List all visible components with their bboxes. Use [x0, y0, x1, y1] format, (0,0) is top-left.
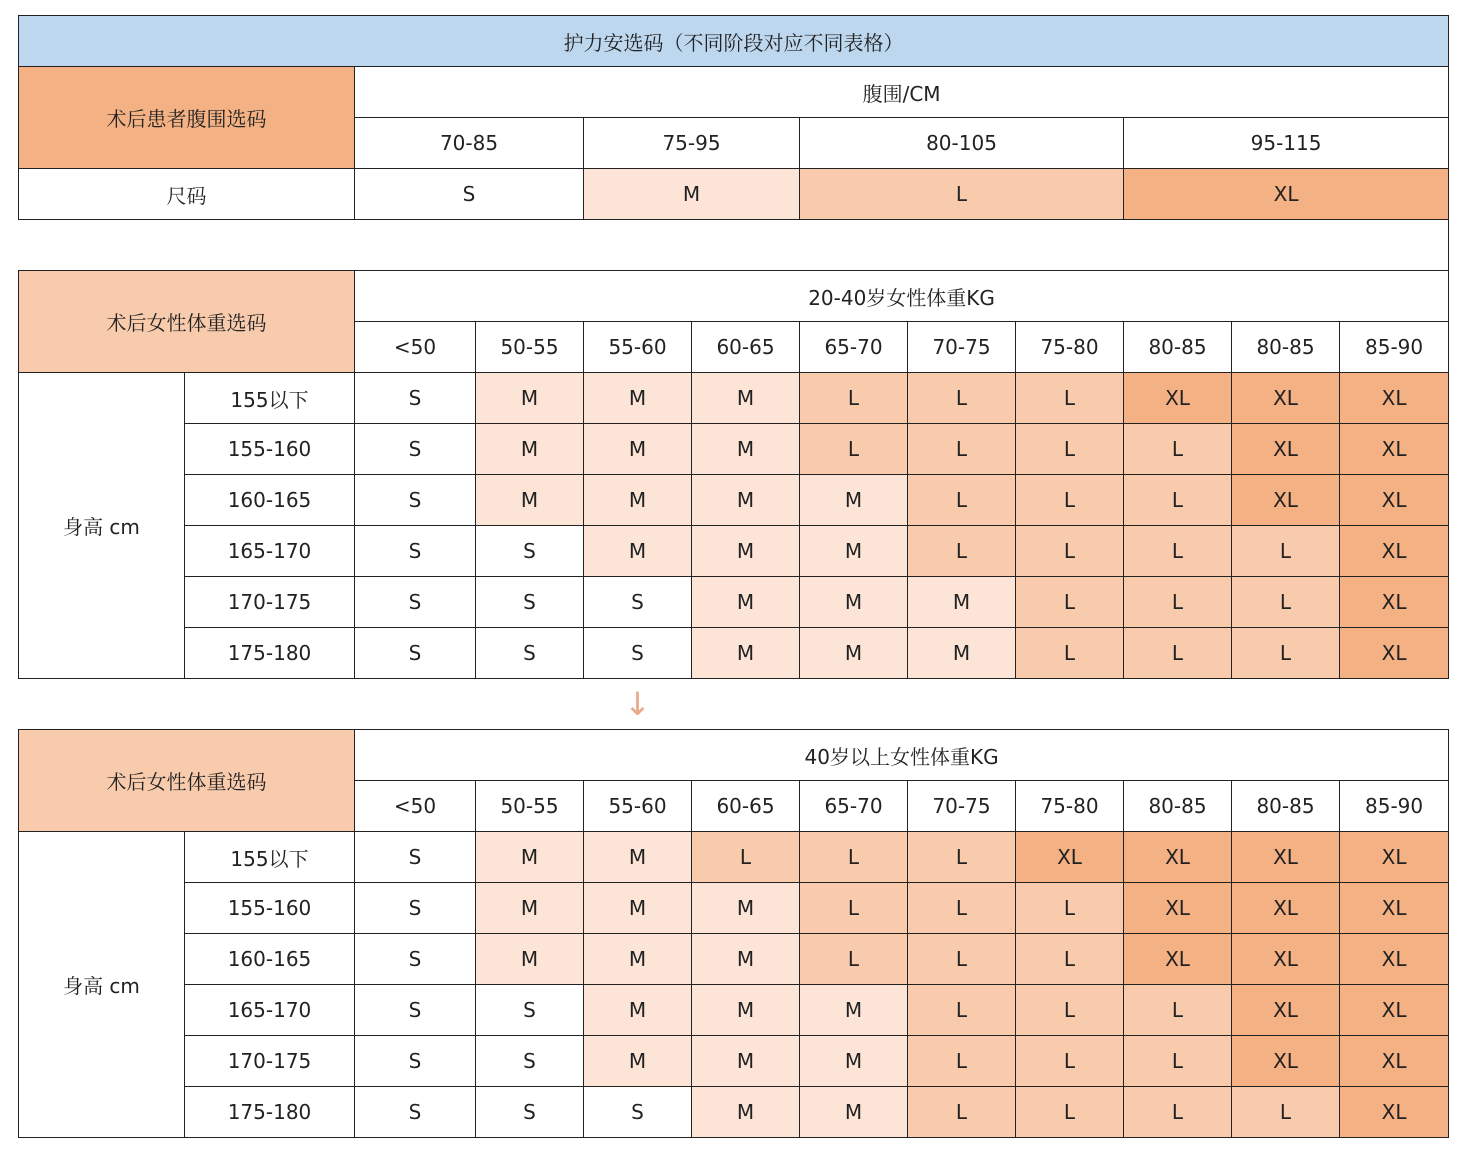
- size-cell: S: [355, 577, 476, 628]
- size-cell: M: [476, 883, 584, 934]
- weight-range: 70-75: [908, 781, 1016, 832]
- weight-section-label: 术后女性体重选码: [19, 730, 355, 832]
- size-cell: L: [1124, 1036, 1232, 1087]
- weight-header-row: [19, 271, 1449, 322]
- size-cell: XL: [1340, 577, 1449, 628]
- size-cell: S: [355, 934, 476, 985]
- table-row: [19, 985, 1449, 1036]
- size-cell: L: [1016, 883, 1124, 934]
- size-cell: XL: [1232, 832, 1340, 883]
- size-cell: XL: [1232, 985, 1340, 1036]
- size-cell: L: [1016, 985, 1124, 1036]
- table-row: [19, 832, 1449, 883]
- weight-section-label: 术后女性体重选码: [19, 271, 355, 373]
- waist-range: 75-95: [584, 118, 800, 169]
- weight-range: 75-80: [1016, 322, 1124, 373]
- arrow-spacer: [19, 679, 584, 730]
- size-cell: L: [1124, 475, 1232, 526]
- size-cell: L: [1124, 526, 1232, 577]
- size-cell: M: [584, 424, 692, 475]
- weight-range: 85-90: [1340, 781, 1449, 832]
- size-cell: XL: [1232, 883, 1340, 934]
- size-cell: L: [1016, 424, 1124, 475]
- height-range: 155以下: [185, 832, 355, 883]
- weight-range: <50: [355, 781, 476, 832]
- size-cell: M: [692, 577, 800, 628]
- size-cell: L: [1124, 985, 1232, 1036]
- weight-range: 60-65: [692, 781, 800, 832]
- height-range: 175-180: [185, 628, 355, 679]
- spacer-cell: [19, 220, 1449, 271]
- weight-range: 55-60: [584, 322, 692, 373]
- spacer-row: [19, 220, 1449, 271]
- size-cell: M: [584, 883, 692, 934]
- height-range: 165-170: [185, 526, 355, 577]
- size-cell: S: [476, 577, 584, 628]
- size-cell: S: [355, 373, 476, 424]
- size-cell: L: [1016, 475, 1124, 526]
- size-cell: S: [476, 1087, 584, 1138]
- weight-range: 80-85: [1232, 781, 1340, 832]
- size-cell: M: [692, 424, 800, 475]
- weight-range: 85-90: [1340, 322, 1449, 373]
- height-range: 170-175: [185, 1036, 355, 1087]
- height-range: 155以下: [185, 373, 355, 424]
- size-cell: M: [692, 1087, 800, 1138]
- size-cell: XL: [1232, 373, 1340, 424]
- height-range: 160-165: [185, 934, 355, 985]
- size-cell: M: [800, 577, 908, 628]
- title-row: [19, 16, 1449, 67]
- size-cell: L: [908, 883, 1016, 934]
- waist-size-row: [19, 169, 1449, 220]
- size-cell: M: [584, 832, 692, 883]
- size-cell: M: [800, 1087, 908, 1138]
- size-cell: M: [692, 628, 800, 679]
- size-cell: XL: [1232, 424, 1340, 475]
- size-cell: M: [476, 934, 584, 985]
- size-cell: L: [908, 373, 1016, 424]
- size-cell: XL: [1016, 832, 1124, 883]
- arrow-spacer: [692, 679, 1449, 730]
- size-cell: M: [584, 1036, 692, 1087]
- size-cell: XL: [1232, 1036, 1340, 1087]
- size-cell: M: [692, 526, 800, 577]
- size-cell: S: [584, 577, 692, 628]
- weight-range: 65-70: [800, 781, 908, 832]
- size-cell: S: [476, 985, 584, 1036]
- size-cell: L: [800, 934, 908, 985]
- size-cell: M: [584, 985, 692, 1036]
- size-cell: L: [908, 985, 1016, 1036]
- size-cell: XL: [1124, 883, 1232, 934]
- size-cell: L: [908, 1087, 1016, 1138]
- down-arrow-icon: ↓: [624, 685, 651, 723]
- chart-title: 护力安选码（不同阶段对应不同表格）: [19, 16, 1449, 67]
- waist-size-cell: M: [584, 169, 800, 220]
- table-row: [19, 628, 1449, 679]
- size-cell: S: [355, 1087, 476, 1138]
- waist-header-row: [19, 67, 1449, 118]
- size-cell: XL: [1340, 1087, 1449, 1138]
- table-row: [19, 1087, 1449, 1138]
- weight-range: 80-85: [1232, 322, 1340, 373]
- weight-range: 80-85: [1124, 781, 1232, 832]
- weight-header: 20-40岁女性体重KG: [355, 271, 1449, 322]
- size-cell: XL: [1340, 475, 1449, 526]
- table-row: [19, 1036, 1449, 1087]
- waist-range: 95-115: [1124, 118, 1449, 169]
- size-cell: S: [355, 1036, 476, 1087]
- size-cell: S: [355, 628, 476, 679]
- size-cell: L: [908, 526, 1016, 577]
- size-cell: S: [476, 1036, 584, 1087]
- size-cell: L: [908, 934, 1016, 985]
- size-cell: S: [584, 628, 692, 679]
- size-cell: S: [355, 424, 476, 475]
- size-cell: XL: [1340, 373, 1449, 424]
- size-chart-table: [18, 15, 1449, 1138]
- size-cell: M: [584, 373, 692, 424]
- size-cell: L: [908, 424, 1016, 475]
- size-cell: L: [1232, 577, 1340, 628]
- size-cell: L: [800, 424, 908, 475]
- table-row: [19, 424, 1449, 475]
- size-cell: XL: [1232, 475, 1340, 526]
- size-cell: M: [692, 883, 800, 934]
- weight-range: 75-80: [1016, 781, 1124, 832]
- size-cell: XL: [1124, 373, 1232, 424]
- size-cell: XL: [1124, 832, 1232, 883]
- table-row: [19, 475, 1449, 526]
- weight-range: 55-60: [584, 781, 692, 832]
- size-cell: L: [1016, 1036, 1124, 1087]
- waist-header: 腹围/CM: [355, 67, 1449, 118]
- table-row: [19, 883, 1449, 934]
- size-cell: M: [476, 832, 584, 883]
- table-row: [19, 526, 1449, 577]
- size-cell: M: [800, 628, 908, 679]
- size-cell: XL: [1340, 1036, 1449, 1087]
- size-cell: L: [1232, 628, 1340, 679]
- size-cell: M: [908, 577, 1016, 628]
- table-row: [19, 373, 1449, 424]
- size-cell: M: [800, 1036, 908, 1087]
- weight-range: 60-65: [692, 322, 800, 373]
- weight-range: 50-55: [476, 322, 584, 373]
- size-cell: S: [355, 475, 476, 526]
- height-range: 175-180: [185, 1087, 355, 1138]
- size-cell: M: [584, 526, 692, 577]
- size-chart-sheet: [18, 15, 1448, 1138]
- size-cell: S: [476, 628, 584, 679]
- size-cell: S: [584, 1087, 692, 1138]
- waist-size-cell: L: [800, 169, 1124, 220]
- size-cell: S: [355, 526, 476, 577]
- waist-size-cell: S: [355, 169, 584, 220]
- arrow-row: [19, 679, 1449, 730]
- size-cell: L: [1016, 628, 1124, 679]
- size-cell: XL: [1340, 526, 1449, 577]
- height-range: 165-170: [185, 985, 355, 1036]
- size-cell: L: [800, 883, 908, 934]
- size-cell: M: [476, 475, 584, 526]
- size-cell: XL: [1124, 934, 1232, 985]
- size-cell: L: [908, 1036, 1016, 1087]
- size-cell: L: [692, 832, 800, 883]
- size-cell: S: [476, 526, 584, 577]
- height-label: 身高 cm: [19, 373, 185, 679]
- size-cell: L: [800, 373, 908, 424]
- waist-size-cell: XL: [1124, 169, 1449, 220]
- size-cell: M: [476, 424, 584, 475]
- size-cell: L: [800, 832, 908, 883]
- size-cell: L: [1232, 1087, 1340, 1138]
- size-cell: L: [908, 832, 1016, 883]
- size-cell: M: [908, 628, 1016, 679]
- size-cell: M: [692, 934, 800, 985]
- height-label: 身高 cm: [19, 832, 185, 1138]
- size-cell: XL: [1232, 934, 1340, 985]
- height-range: 170-175: [185, 577, 355, 628]
- size-cell: M: [692, 373, 800, 424]
- weight-range: 80-85: [1124, 322, 1232, 373]
- weight-range: <50: [355, 322, 476, 373]
- size-cell: M: [692, 475, 800, 526]
- size-cell: XL: [1340, 883, 1449, 934]
- size-cell: S: [355, 985, 476, 1036]
- size-cell: L: [1016, 577, 1124, 628]
- weight-header: 40岁以上女性体重KG: [355, 730, 1449, 781]
- size-cell: M: [800, 475, 908, 526]
- weight-range: 50-55: [476, 781, 584, 832]
- size-cell: S: [355, 883, 476, 934]
- waist-range: 70-85: [355, 118, 584, 169]
- height-range: 155-160: [185, 883, 355, 934]
- size-cell: L: [1232, 526, 1340, 577]
- size-cell: M: [800, 526, 908, 577]
- weight-range: 65-70: [800, 322, 908, 373]
- size-cell: L: [1124, 577, 1232, 628]
- size-cell: XL: [1340, 832, 1449, 883]
- size-cell: XL: [1340, 985, 1449, 1036]
- size-cell: M: [584, 934, 692, 985]
- height-range: 155-160: [185, 424, 355, 475]
- waist-range: 80-105: [800, 118, 1124, 169]
- height-range: 160-165: [185, 475, 355, 526]
- size-cell: L: [1124, 1087, 1232, 1138]
- size-cell: XL: [1340, 424, 1449, 475]
- weight-range: 70-75: [908, 322, 1016, 373]
- table-row: [19, 934, 1449, 985]
- weight-header-row: [19, 730, 1449, 781]
- size-cell: L: [1016, 526, 1124, 577]
- size-cell: L: [1016, 373, 1124, 424]
- size-cell: M: [800, 985, 908, 1036]
- size-cell: M: [692, 1036, 800, 1087]
- table-row: [19, 577, 1449, 628]
- size-cell: L: [1124, 628, 1232, 679]
- size-cell: M: [476, 373, 584, 424]
- waist-size-label: 尺码: [19, 169, 355, 220]
- size-cell: L: [1016, 1087, 1124, 1138]
- size-cell: M: [584, 475, 692, 526]
- size-cell: XL: [1340, 934, 1449, 985]
- size-cell: L: [1124, 424, 1232, 475]
- size-cell: M: [692, 985, 800, 1036]
- size-cell: L: [1016, 934, 1124, 985]
- size-cell: L: [908, 475, 1016, 526]
- size-cell: S: [355, 832, 476, 883]
- waist-section-label: 术后患者腹围选码: [19, 67, 355, 169]
- size-cell: XL: [1340, 628, 1449, 679]
